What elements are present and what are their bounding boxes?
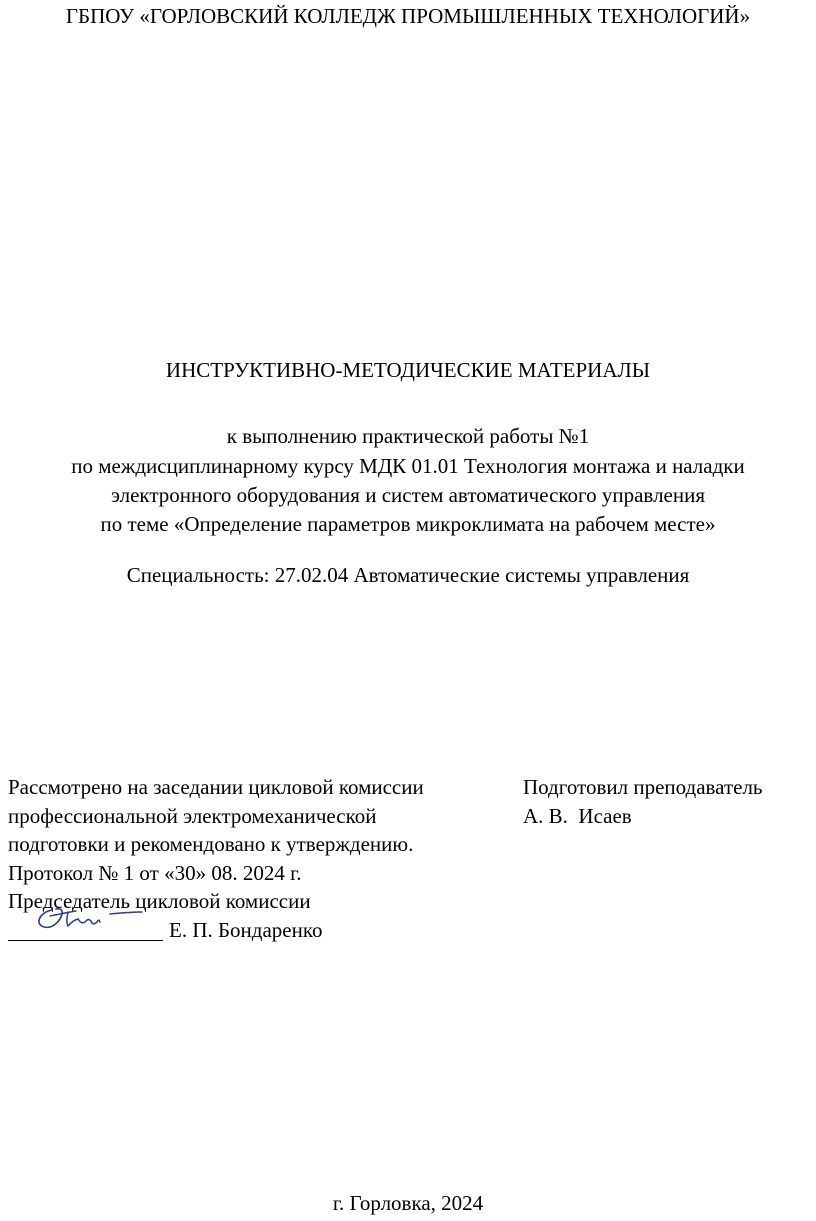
place-year-footer: г. Горловка, 2024 [332, 1191, 484, 1215]
document-title: ИНСТРУКТИВНО-МЕТОДИЧЕСКИЕ МАТЕРИАЛЫ [165, 358, 651, 382]
subtitle-line-1: к выполнению практической работы №1 [226, 424, 590, 448]
author-block [523, 773, 813, 830]
signature-row [8, 916, 508, 945]
author-role: Подготовил преподаватель [523, 775, 763, 799]
author-name: А. В. Исаев [523, 803, 632, 828]
subtitle-line-2: по междисциплинарному курсу МДК 01.01 Технология монтажа и наладки [71, 454, 745, 478]
subtitle-line-3: электронного оборудования и систем автоматического управления [110, 483, 706, 507]
approval-line-3: подготовки и рекомендовано к утверждению. [8, 832, 414, 856]
handwritten-signature-icon [30, 900, 160, 934]
chairman-name: Е. П. Бондаренко [169, 917, 323, 942]
approval-line-1: Рассмотрено на заседании цикловой комиссии [8, 775, 424, 799]
approval-line-5: Председатель цикловой комиссии [8, 889, 311, 913]
approval-block [8, 773, 508, 944]
institution-header: ГБПОУ «ГОРЛОВСКИЙ КОЛЛЕДЖ ПРОМЫШЛЕННЫХ ТЕХНОЛОГИЙ» [65, 4, 751, 28]
specialty-line: Специальность: 27.02.04 Автоматические системы управления [126, 563, 690, 587]
approval-line-2: профессиональной электромеханической [8, 803, 377, 828]
subtitle-line-4: по теме «Определение параметров микроклимата на рабочем месте» [100, 512, 716, 536]
approval-line-4: Протокол № 1 от «30» 08. 2024 г. [8, 860, 302, 885]
signature-line [8, 918, 163, 941]
